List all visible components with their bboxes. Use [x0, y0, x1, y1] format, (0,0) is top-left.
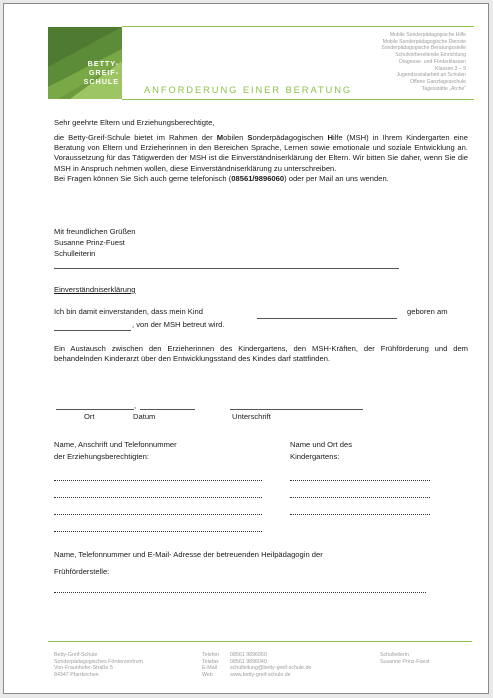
service-item: Jugendsozialarbeit an Schulen [396, 72, 466, 79]
footer-text: 84347 Pfarrkirchen [54, 672, 99, 679]
signer-name: Susanne Prinz-Fuest [54, 238, 125, 247]
footer-email-link[interactable]: schulleitung@betty-greif-schule.de [230, 665, 312, 672]
place-label: Ort [84, 412, 95, 421]
therapist-label-1: Name, Telefonnummer und E-Mail- Adresse der betreuenden Heilpädagogin der [54, 550, 323, 559]
body-text: ilfe (MSH) in Ihrem Kindergarten eine Beratung von Eltern und Erzieherinnen in den Bereichen Sprache, Lernen sowie emotionale und soziale Entwicklung an. Voraussetzung für das Tätigwerden der MSH ist die Einverständniserklärung der Eltern. Wir bitten Sie daher, wenn Sie die MSH in Anspruch nehmen wollen, diese Einverständniserklärung zu unterschreiben. [54, 133, 468, 173]
service-item: Mobile Sonderpädagogische Dienste [382, 38, 466, 45]
body-text: onderpädagogischen [252, 133, 328, 142]
consent-line2: , von der MSH betreut wird. [132, 320, 225, 329]
phone-text: ) oder per Mail an uns wenden. [284, 173, 389, 183]
footer-text: E-Mail [202, 665, 218, 672]
letter-body [54, 133, 468, 184]
footer-text: Telefon [202, 652, 220, 658]
kindergarten-line[interactable] [290, 480, 430, 481]
parents-label-2: der Erziehungsberechtigten: [54, 452, 149, 461]
body-bold-h: H [327, 133, 333, 142]
logo-line-1: BETTY- [87, 59, 119, 68]
service-item: Schulvorbereitende Einrichtung [395, 52, 466, 59]
service-item: Diagnose- und Förderklassen [399, 58, 466, 65]
place-field[interactable] [56, 409, 134, 410]
parents-line[interactable] [54, 531, 262, 532]
child-name-field[interactable] [257, 318, 397, 319]
kindergarten-line[interactable] [290, 497, 430, 498]
parents-line[interactable] [54, 514, 262, 515]
footer-text: Von-Fraunhofer-Straße 5 [54, 665, 113, 672]
logo-line-3: SCHULE [83, 77, 119, 86]
parents-label-1: Name, Anschrift und Telefonnummer [54, 440, 177, 449]
consent-line1: Ich bin damit einverstanden, dass mein Kind [54, 307, 204, 316]
footer-text: Web [202, 672, 213, 679]
phone-text: Bei Fragen können Sie Sich auch gerne telefonisch ( [54, 173, 232, 183]
closing: Mit freundlichen Grüßen [54, 227, 136, 236]
service-item: Mobile Sonderpädagogische Hilfe [389, 32, 466, 38]
therapist-line[interactable] [54, 592, 426, 593]
date-label: Datum [133, 412, 156, 421]
body-bold-m: M [216, 133, 224, 142]
parents-line[interactable] [54, 480, 262, 481]
logo-text [84, 59, 119, 86]
body-bold-s: S [247, 133, 253, 142]
footer-principal [380, 652, 429, 665]
signature-field[interactable] [230, 409, 363, 410]
signature-label: Unterschrift [232, 412, 271, 421]
comma-separator: , [134, 401, 137, 410]
body-text: die Betty-Greif-Schule bietet im Rahmen der [54, 133, 217, 142]
footer-text: Telefax [202, 658, 219, 665]
document-page [3, 3, 489, 694]
kindergarten-label-1: Name und Ort des [290, 440, 353, 449]
service-item: Klassen 3 – 9 [435, 65, 466, 72]
footer-web-link[interactable]: www.betty-greif-schule.de [230, 672, 291, 679]
footer-contact-labels [202, 652, 219, 679]
exchange-paragraph: Ein Austausch zwischen den Erzieherinnen des Kindergartens, den MSH-Kräften, der Frühförderung und dem behandelnden Kinderarzt über den Entwicklungsstand des Kindes darf stattfinden. [54, 344, 468, 364]
separator-line [54, 268, 399, 269]
salutation: Sehr geehrte Eltern und Erziehungsberechtigte, [54, 118, 215, 127]
kindergarten-label-2: Kindergartens: [290, 452, 340, 461]
parents-line[interactable] [54, 497, 262, 498]
header-bottom-rule [122, 99, 474, 100]
footer-address [54, 652, 143, 679]
signer-role: Schulleiterin [54, 249, 96, 258]
header-top-rule [122, 26, 474, 27]
school-logo [48, 27, 122, 99]
footer-text: Susanne Prinz-Fuest [380, 658, 430, 665]
service-item: Sonderpädagogische Beratungsstelle [381, 45, 466, 52]
footer-text: Schulleiterin [380, 652, 409, 658]
kindergarten-line[interactable] [290, 514, 430, 515]
service-item: Offene Ganztagesschule [410, 78, 466, 85]
body-text: obilen [223, 133, 248, 142]
footer-text: Betty-Greif-Schule [54, 652, 98, 658]
phone-number: 08561/9896060 [231, 173, 285, 183]
footer-fax: 08561 9896040 [230, 658, 267, 665]
footer-contact-values [230, 652, 311, 679]
document-title: ANFORDERUNG EINER BERATUNG [144, 84, 353, 95]
logo-line-2: GREIF- [88, 68, 119, 77]
date-field[interactable] [140, 409, 195, 410]
service-item: Tagesstätte „Arche“ [421, 85, 466, 92]
consent-heading: Einverständniserklärung [54, 285, 136, 294]
birthdate-field[interactable] [54, 330, 131, 331]
footer-phone: 08561 9896060 [230, 652, 267, 658]
footer-text: Sonderpädagogisches Förderzentrum [54, 658, 143, 665]
footer-rule [48, 641, 472, 642]
therapist-label-2: Frühförderstelle: [54, 567, 110, 576]
born-label: geboren am [407, 307, 448, 316]
services-list [304, 32, 466, 92]
